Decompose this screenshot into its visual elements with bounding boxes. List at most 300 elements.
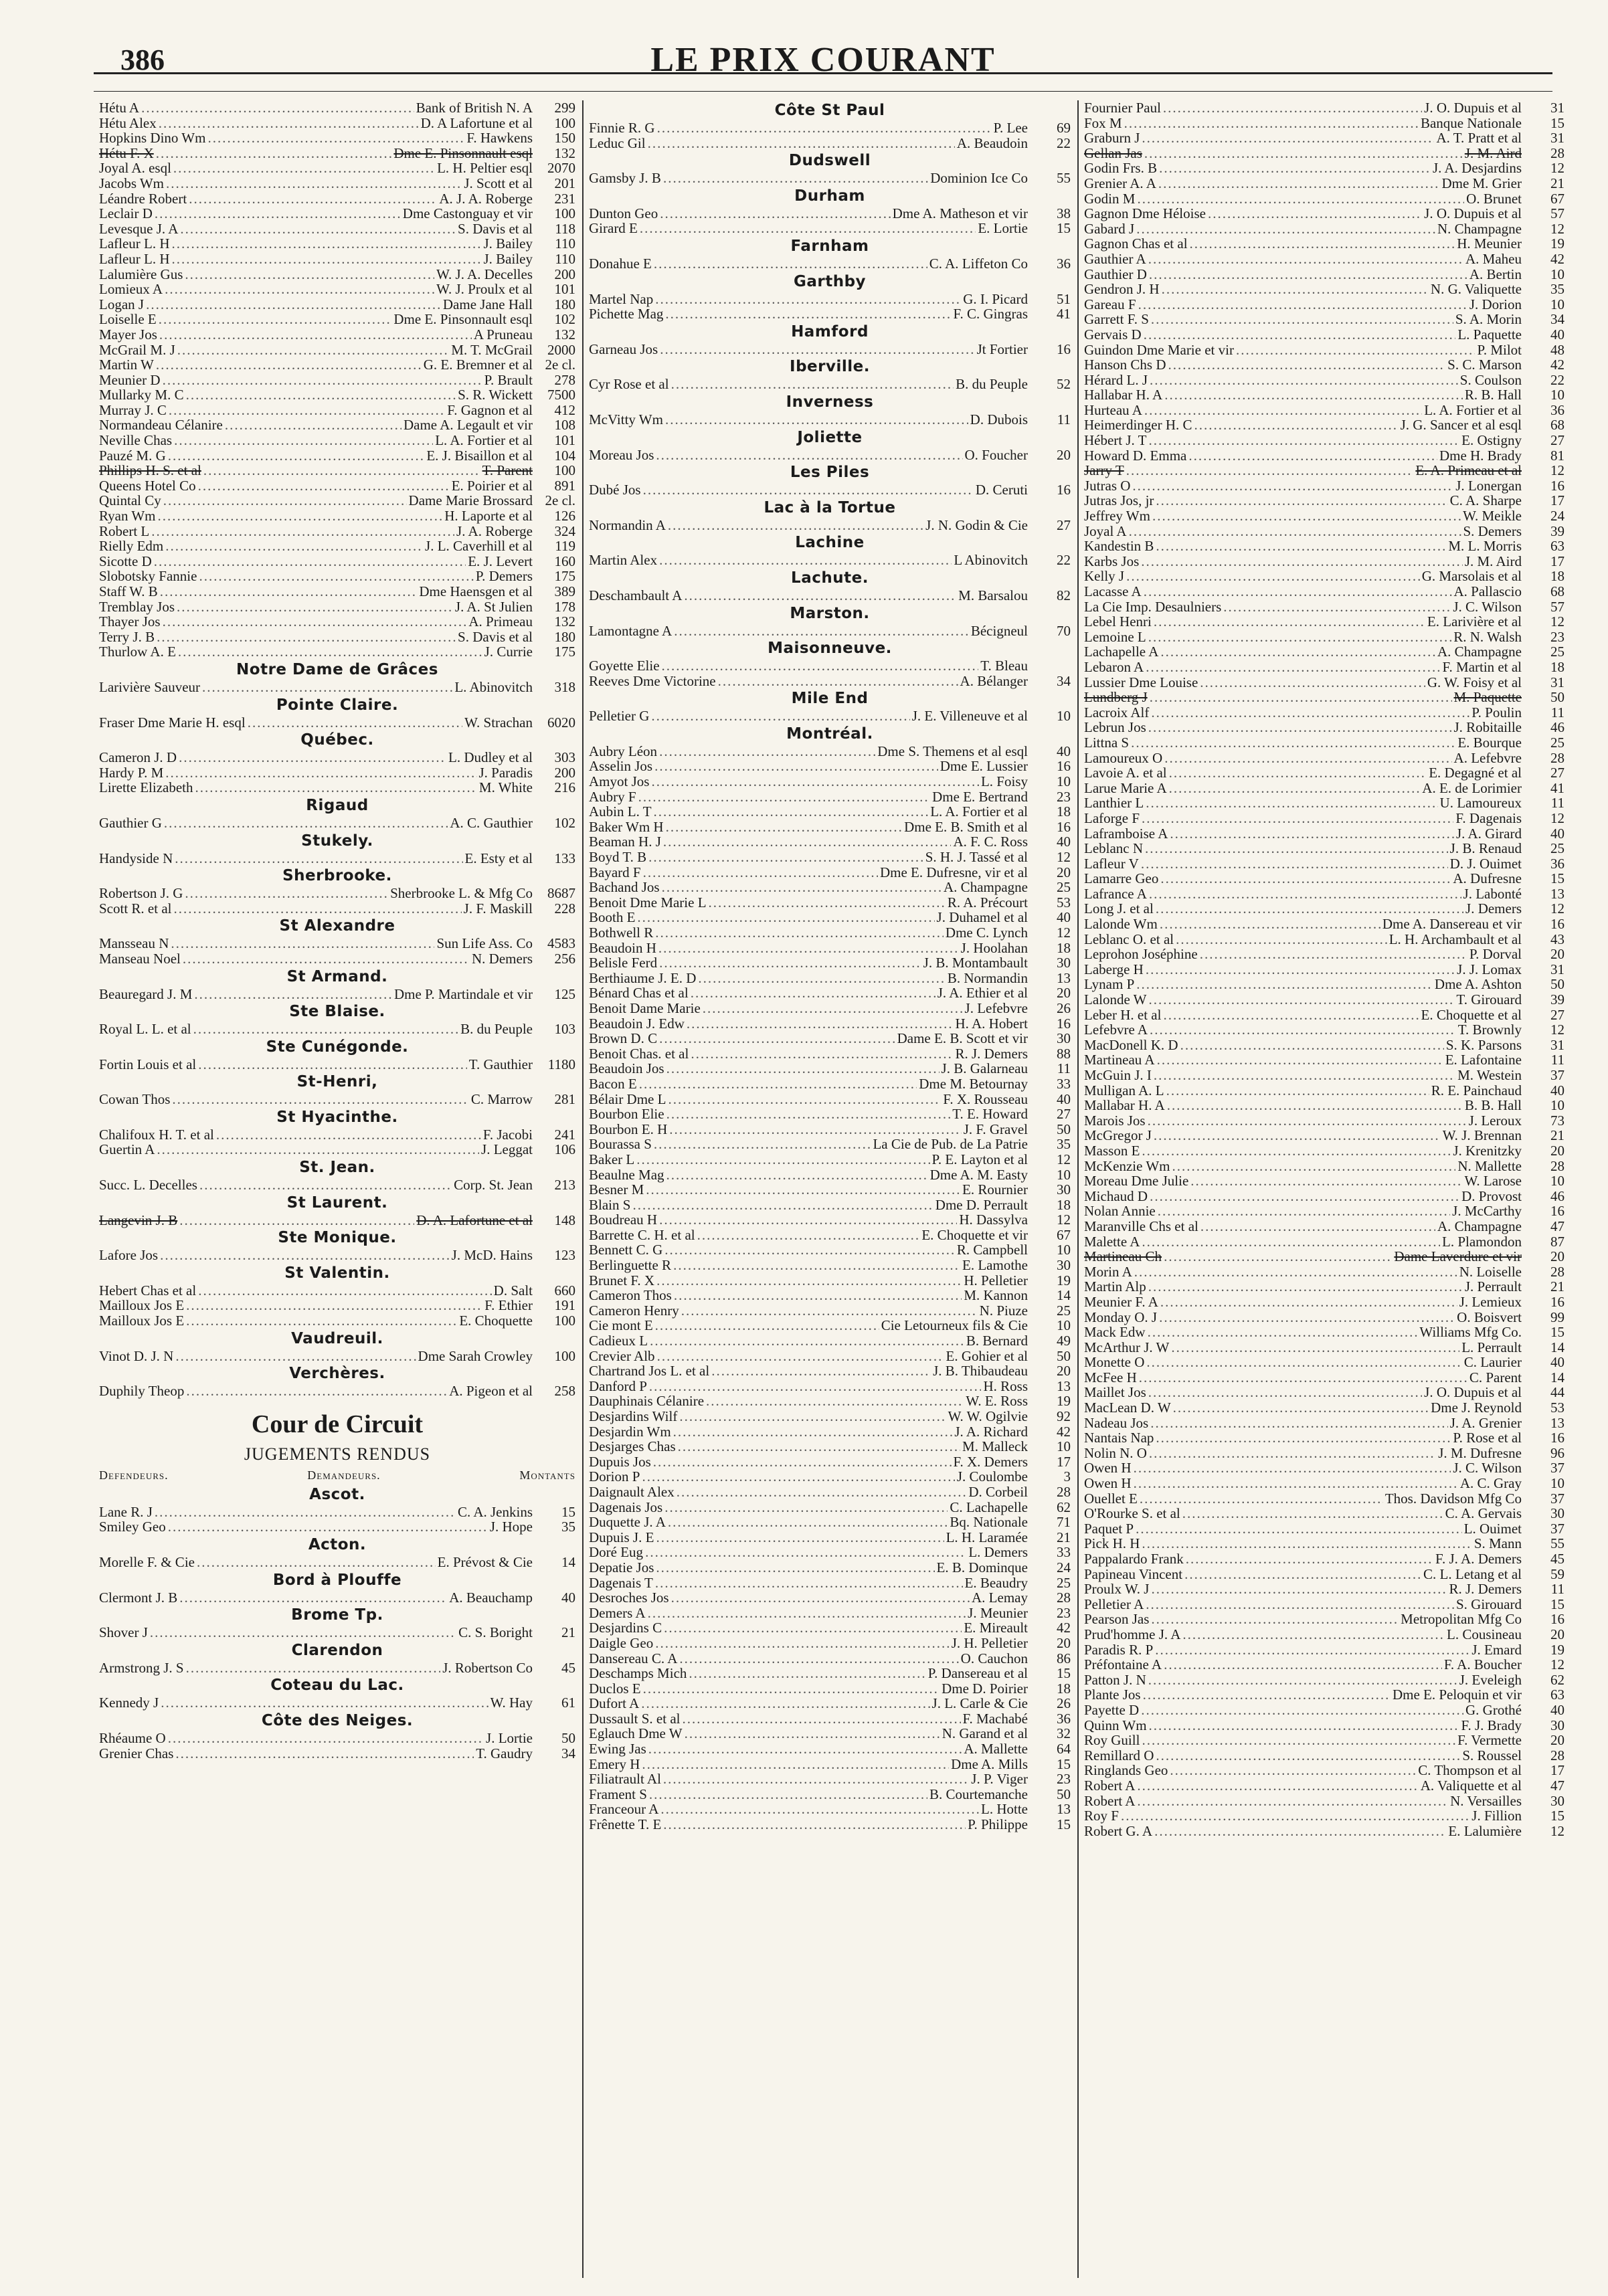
judgment-entry <box>1084 962 1565 977</box>
leader-dots <box>659 1212 957 1228</box>
judgment-entry <box>1084 1521 1565 1537</box>
amount: 110 <box>555 235 575 252</box>
defendant-name: Pelletier A <box>1084 1596 1144 1612</box>
leader-dots <box>1160 917 1380 932</box>
defendant-name: Normandeau Célanire <box>99 417 223 434</box>
amount: 2070 <box>547 160 575 177</box>
defendant-name: Beaudoin H <box>589 939 656 956</box>
defendant-name: Bourassa S <box>589 1136 652 1153</box>
plaintiff-name: J. Robertson Co <box>442 1659 533 1676</box>
amount: 15 <box>1057 1665 1071 1682</box>
defendant-name: Chartrand Jos L. et al <box>589 1363 710 1379</box>
judgment-entry <box>99 750 575 765</box>
judgment-entry <box>589 1092 1071 1107</box>
leader-dots <box>653 1454 952 1470</box>
judgment-entry <box>99 1695 575 1711</box>
leader-dots <box>659 955 921 971</box>
leader-dots <box>671 1590 970 1606</box>
judgment-entry <box>99 206 575 221</box>
defendant-name: Thurlow A. E <box>99 644 176 660</box>
judgment-entry <box>1084 660 1565 675</box>
amount: 22 <box>1057 134 1071 151</box>
defendant-name: Quintal Cy <box>99 492 161 509</box>
plaintiff-name: J. Duhamel et al <box>936 909 1028 926</box>
judgment-entry <box>589 804 1071 820</box>
locality-heading: Lachine <box>795 534 865 552</box>
plaintiff-name: N. Garand et al <box>942 1725 1028 1742</box>
judgment-entry <box>1084 1642 1565 1658</box>
amount: 16 <box>1057 758 1071 775</box>
defendant-name: Bennett C. G <box>589 1242 663 1258</box>
judgment-entry <box>99 524 575 539</box>
plaintiff-name: A. E. de Lorimier <box>1422 779 1522 796</box>
plaintiff-name: S. Davis et al <box>458 220 533 237</box>
leader-dots <box>1184 1567 1421 1582</box>
plaintiff-name: B. Normandin <box>947 969 1028 986</box>
judgment-entry <box>1084 252 1565 267</box>
plaintiff-name: Dme H. Brady <box>1439 447 1522 464</box>
leader-dots <box>691 1046 953 1062</box>
defendant-name: Hanson Chs D <box>1084 357 1166 373</box>
plaintiff-name: L Abinovitch <box>954 552 1028 569</box>
plaintiff-name: J. Paradis <box>478 764 533 781</box>
judgment-entry <box>99 403 575 418</box>
amount: 96 <box>1550 1444 1565 1461</box>
amount: 15 <box>1550 1596 1565 1612</box>
judgment-entry <box>589 1666 1071 1681</box>
judgment-entry <box>99 1383 575 1399</box>
leader-dots <box>1182 1627 1445 1642</box>
amount: 100 <box>554 1313 575 1329</box>
defendant-name: Benoit Dme Marie L <box>589 894 707 911</box>
amount: 16 <box>1550 1293 1565 1310</box>
plaintiff-name: L. Abinovitch <box>454 678 533 695</box>
leader-dots <box>669 1122 961 1137</box>
plaintiff-name: F. Jacobi <box>482 1126 533 1143</box>
leader-dots <box>1136 977 1433 992</box>
defendant-name: Lachapelle A <box>1084 644 1159 660</box>
amount: 31 <box>1550 961 1565 977</box>
plaintiff-name: J. Coulombe <box>956 1468 1028 1485</box>
leader-dots <box>691 985 935 1001</box>
leader-dots <box>660 206 890 221</box>
defendant-name: Filiatrault Al <box>589 1771 661 1788</box>
judgment-entry <box>99 584 575 599</box>
defendant-name: Guindon Dme Marie et vir <box>1084 341 1234 358</box>
judgment-entry <box>99 1746 575 1761</box>
defendant-name: Payette D <box>1084 1701 1140 1718</box>
leader-dots <box>668 518 923 533</box>
amount: 10 <box>1057 1438 1071 1455</box>
defendant-name: Lebel Henri <box>1084 613 1152 630</box>
locality-heading: Rigaud <box>306 796 369 814</box>
locality-heading: Lac à la Tortue <box>764 498 896 516</box>
defendant-name: Boudreau H <box>589 1212 658 1228</box>
leader-dots <box>197 1555 436 1570</box>
plaintiff-name: J. C. Wilson <box>1453 1460 1522 1476</box>
plaintiff-name: W. Larose <box>1464 1173 1522 1189</box>
plaintiff-name: P. Philippe <box>968 1816 1028 1833</box>
defendant-name: Maillet Jos <box>1084 1384 1146 1401</box>
plaintiff-name: A. Beauchamp <box>449 1589 533 1606</box>
plaintiff-name: J. E. Villeneuve et al <box>911 708 1028 725</box>
leader-dots <box>1170 1763 1416 1778</box>
defendant-name: Desroches Jos <box>589 1590 669 1606</box>
judgment-entry <box>589 1726 1071 1741</box>
leader-dots <box>1129 524 1461 539</box>
leader-dots <box>711 1363 931 1379</box>
defendant-name: Hébert J. T <box>1084 432 1147 449</box>
judgment-entry <box>1084 1234 1565 1250</box>
amount: 87 <box>1550 1233 1565 1250</box>
defendant-name: Dubé Jos <box>589 482 641 498</box>
judgment-entry <box>1084 1264 1565 1280</box>
leader-dots <box>1149 433 1460 448</box>
page-number: 386 <box>120 43 165 76</box>
plaintiff-name: O. Brunet <box>1466 190 1522 207</box>
amount: 31 <box>1550 1036 1565 1053</box>
judgment-entry <box>1084 1657 1565 1672</box>
amount: 13 <box>1057 1377 1071 1394</box>
judgment-entry <box>589 377 1071 392</box>
leader-dots <box>1194 417 1399 433</box>
plaintiff-name: E. Degagné et al <box>1429 765 1522 781</box>
defendant-name: Robert G. A <box>1084 1822 1153 1839</box>
amount: 34 <box>1057 672 1071 689</box>
plaintiff-name: Dme Castonguay et vir <box>402 205 533 222</box>
leader-dots <box>178 644 482 660</box>
defendant-name: Desjarges Chas <box>589 1438 676 1455</box>
defendant-name: Pearson Jas <box>1084 1611 1150 1628</box>
leader-dots <box>189 191 437 207</box>
plaintiff-name: J. Perrault <box>1464 1278 1522 1295</box>
leader-dots <box>175 1746 474 1761</box>
defendant-name: Dussault S. et al <box>589 1710 681 1727</box>
judgment-entry <box>589 136 1071 151</box>
leader-dots <box>1190 236 1455 252</box>
defendant-name: Nantais Nap <box>1084 1430 1154 1446</box>
plaintiff-name: J. M. Aird <box>1464 553 1522 569</box>
defendant-name: Léandre Robert <box>99 190 187 207</box>
plaintiff-name: J. Bailey <box>483 235 533 252</box>
plaintiff-name: P. E. Layton et al <box>931 1151 1028 1167</box>
leader-dots <box>656 1530 944 1545</box>
amount: 11 <box>1550 1581 1565 1598</box>
plaintiff-name: Dme M. Grier <box>1441 175 1522 191</box>
defendant-name: Benoit Chas. et al <box>589 1045 689 1062</box>
plaintiff-name: E. Gohier et al <box>946 1347 1028 1364</box>
defendant-name: Ringlands Geo <box>1084 1762 1168 1779</box>
plaintiff-name: J. J. Lomax <box>1457 961 1522 977</box>
judgment-entry <box>589 744 1071 759</box>
plaintiff-name: J. Currie <box>484 644 533 660</box>
plaintiff-name: A. Bertin <box>1469 266 1522 282</box>
plaintiff-name: J. H. Pelletier <box>951 1634 1028 1651</box>
judgment-entry <box>99 236 575 252</box>
plaintiff-name: E. Rournier <box>962 1181 1028 1198</box>
defendant-name: Cameron Henry <box>589 1302 679 1319</box>
judgment-entry <box>589 1107 1071 1122</box>
judgment-entry <box>589 1046 1071 1062</box>
amount: 28 <box>1550 749 1565 766</box>
defendant-name: Maranville Chs et al <box>1084 1218 1198 1234</box>
judgment-entry <box>589 1318 1071 1333</box>
amount: 34 <box>1550 311 1565 328</box>
judgment-entry <box>99 463 575 478</box>
leader-dots <box>1172 1159 1455 1174</box>
plaintiff-name: J. Leroux <box>1468 1112 1522 1129</box>
judgment-entry <box>589 985 1071 1001</box>
judgment-entry <box>99 644 575 660</box>
judgment-entry <box>589 1167 1071 1183</box>
amount: 10 <box>1550 387 1565 403</box>
defendant-name: McGrail M. J <box>99 341 175 358</box>
amount: 160 <box>554 553 575 569</box>
amount: 14 <box>1057 1287 1071 1304</box>
plaintiff-name: J. B. Galarneau <box>941 1060 1028 1077</box>
amount: 86 <box>1057 1650 1071 1666</box>
plaintiff-name: J. M. Dufresne <box>1438 1444 1522 1461</box>
judgment-entry <box>1084 191 1565 207</box>
amount: 15 <box>1550 870 1565 887</box>
locality-heading: Farnham <box>790 237 869 255</box>
leader-dots <box>1134 1264 1457 1280</box>
plaintiff-name: A. Mallette <box>964 1741 1028 1757</box>
amount: 20 <box>1057 1363 1071 1379</box>
plaintiff-name: F. Hawkens <box>466 130 533 147</box>
leader-dots <box>1190 1173 1462 1189</box>
defendant-name: Leber H. et al <box>1084 1006 1162 1023</box>
amounts-header: Montants <box>519 1468 575 1482</box>
judgment-entry <box>1084 146 1565 161</box>
leader-dots <box>1149 1718 1459 1733</box>
plaintiff-name: A. Pigeon et al <box>449 1383 533 1400</box>
defendant-name: Monette O <box>1084 1354 1145 1371</box>
leader-dots <box>1169 781 1421 796</box>
defendant-name: Gauthier A <box>1084 250 1146 267</box>
amount: 12 <box>1550 809 1565 826</box>
judgment-entry <box>1084 1325 1565 1340</box>
defendant-name: Larivière Sauveur <box>99 678 201 695</box>
leader-dots <box>163 493 407 508</box>
plaintiff-name: A. J. A. Roberge <box>439 190 533 207</box>
locality-heading: Maisonneuve. <box>768 640 892 658</box>
leader-dots <box>673 1258 960 1273</box>
defendant-name: Baker L <box>589 1151 635 1167</box>
amount: 52 <box>1057 376 1071 393</box>
judgment-entry <box>99 327 575 343</box>
leader-dots <box>1151 705 1469 721</box>
leader-dots <box>666 820 903 835</box>
leader-dots <box>1146 660 1440 675</box>
leader-dots <box>174 433 433 448</box>
plaintiff-name: Dominion Ice Co <box>930 170 1028 187</box>
amount: 61 <box>561 1695 575 1711</box>
amount: 27 <box>1057 516 1071 533</box>
amount: 118 <box>555 220 575 237</box>
plaintiff-name: Corp. St. Jean <box>454 1177 533 1193</box>
plaintiff-name: J. G. Sancer et al esql <box>1400 417 1522 434</box>
leader-dots <box>1160 1295 1457 1310</box>
amount: 180 <box>554 628 575 645</box>
judgment-entry <box>1084 1204 1565 1219</box>
amount: 38 <box>1057 205 1071 221</box>
plaintiff-name: D. Ceruti <box>975 482 1028 498</box>
judgment-entry <box>1084 1763 1565 1778</box>
defendant-name: Duclos E <box>589 1680 641 1697</box>
amount: 241 <box>554 1126 575 1143</box>
plaintiff-name: J. Krenitzky <box>1453 1142 1522 1159</box>
leader-dots <box>674 1288 962 1303</box>
leader-dots <box>684 588 956 603</box>
plaintiff-name: M. Paquette <box>1453 689 1522 706</box>
plaintiff-name: C. Parent <box>1469 1369 1522 1385</box>
amount: 50 <box>1550 976 1565 993</box>
amount: 11 <box>1550 795 1565 811</box>
plaintiff-name: E. Larivière et al <box>1427 613 1522 630</box>
judgment-entry <box>589 1122 1071 1137</box>
amount: 100 <box>554 114 575 131</box>
defendant-name: Booth E <box>589 909 636 926</box>
leader-dots <box>156 357 422 373</box>
judgment-entry <box>99 493 575 508</box>
amount: 14 <box>1550 1369 1565 1385</box>
defendant-name: Lebaron A <box>1084 658 1144 675</box>
amount: 63 <box>1550 538 1565 555</box>
defendant-name: Lebrun Jos <box>1084 719 1146 736</box>
plaintiff-name: J. Lefebvre <box>964 999 1028 1016</box>
plaintiff-name: Dame Marie Brossard <box>408 492 533 509</box>
defendant-name: Dorion P <box>589 1468 640 1485</box>
judgment-entry <box>589 941 1071 956</box>
defendant-name: Lalonde Wm <box>1084 916 1158 933</box>
leader-dots <box>1200 947 1467 962</box>
amount: 18 <box>1550 658 1565 675</box>
defendant-name: Slobotsky Fannie <box>99 568 197 585</box>
amount: 318 <box>554 678 575 695</box>
plaintiff-name: S. Roussel <box>1462 1747 1522 1763</box>
amount: 50 <box>1550 689 1565 706</box>
judgment-entry <box>589 1394 1071 1409</box>
plaintiff-name: L. Dudley et al <box>448 749 533 766</box>
leader-dots <box>1148 1279 1463 1295</box>
judgment-entry <box>589 171 1071 186</box>
judgment-entry <box>589 1651 1071 1666</box>
plaintiff-name: L. H. Laramée <box>946 1529 1028 1545</box>
leader-dots <box>1137 191 1464 207</box>
leader-dots <box>1162 282 1429 297</box>
defendant-name: Crevier Alb <box>589 1347 655 1364</box>
amount: 19 <box>1550 1641 1565 1658</box>
amount: 18 <box>1057 939 1071 956</box>
defendant-name: Bourbon Elie <box>589 1106 664 1123</box>
defendant-name: Gervais D <box>1084 326 1142 343</box>
amount: 303 <box>554 749 575 766</box>
plaintiff-name: F. A. Boucher <box>1443 1656 1522 1673</box>
plaintiff-name: Dame A. Legault et vir <box>403 417 533 434</box>
leader-dots <box>1137 1794 1448 1809</box>
plaintiff-name: T. E. Howard <box>952 1106 1028 1123</box>
leader-dots <box>1152 508 1461 524</box>
judgment-entry <box>99 951 575 967</box>
defendant-name: Martineau Ch <box>1084 1248 1162 1265</box>
amount: 33 <box>1057 1075 1071 1092</box>
amount: 47 <box>1550 1218 1565 1234</box>
plaintiff-name: M. Malleck <box>962 1438 1028 1455</box>
defendant-name: Préfontaine A <box>1084 1656 1162 1673</box>
plaintiff-name: Thos. Davidson Mfg Co <box>1384 1490 1522 1507</box>
judgment-entry <box>1084 236 1565 252</box>
amount: 201 <box>554 175 575 191</box>
amount: 213 <box>554 1177 575 1193</box>
plaintiff-name: R. B. Hall <box>1464 387 1522 403</box>
defendant-name: Duquette J. A <box>589 1514 666 1531</box>
plaintiff-name: E. A. Primeau et al <box>1415 462 1522 479</box>
plaintiff-name: W. Meikle <box>1463 508 1522 524</box>
plaintiff-name: F. Martin et al <box>1442 658 1522 675</box>
leader-dots <box>1148 252 1463 267</box>
leader-dots <box>1166 1083 1429 1098</box>
leader-dots <box>665 306 951 322</box>
judgment-entry <box>99 357 575 373</box>
defendant-name: Martin Alp <box>1084 1278 1146 1295</box>
plaintiff-name: S. Mann <box>1473 1535 1522 1552</box>
leader-dots <box>179 1590 447 1606</box>
plaintiff-name: E. Lafontaine <box>1445 1052 1522 1068</box>
judgment-entry <box>99 539 575 554</box>
judgment-entry <box>1084 871 1565 886</box>
leader-dots <box>1236 343 1476 358</box>
defendant-name: Gagnon Chas et al <box>1084 235 1188 252</box>
leader-dots <box>198 1057 467 1072</box>
defendant-name: McGregor J <box>1084 1127 1152 1144</box>
amount: 99 <box>1550 1309 1565 1325</box>
judgment-entry <box>99 715 575 731</box>
leader-dots <box>1141 1703 1463 1718</box>
amount: 16 <box>1550 477 1565 494</box>
plaintiff-name: J. Meunier <box>968 1604 1028 1621</box>
plaintiff-name: W. Strachan <box>464 714 533 731</box>
defendant-name: Leclair D <box>99 205 153 222</box>
amount: 30 <box>1550 1505 1565 1522</box>
amount: 125 <box>554 985 575 1002</box>
judgment-entry <box>99 448 575 464</box>
judgment-entry <box>99 1625 575 1640</box>
plaintiff-name: E. Esty et al <box>464 850 533 866</box>
judgment-entry <box>589 1772 1071 1787</box>
judgment-entry <box>99 1505 575 1520</box>
leader-dots <box>678 1439 960 1454</box>
amount: 20 <box>1057 1634 1071 1651</box>
plaintiff-name: L. Foisy <box>980 773 1028 790</box>
leader-dots <box>151 524 454 539</box>
defendant-name: Dunton Geo <box>589 205 658 221</box>
amount: 40 <box>1550 1701 1565 1718</box>
judgment-entry <box>99 267 575 282</box>
plaintiff-name: A. Primeau <box>468 613 533 630</box>
plaintiff-name: A. Dufresne <box>1453 870 1522 887</box>
leader-dots <box>1142 130 1434 146</box>
leader-dots <box>183 951 470 967</box>
leader-dots <box>186 387 456 403</box>
amount: 48 <box>1550 341 1565 358</box>
defendant-name: MacDonell K. D <box>1084 1036 1178 1053</box>
defendant-name: Demers A <box>589 1604 646 1621</box>
leader-dots <box>1149 992 1455 1008</box>
defendant-name: Gellan Jas <box>1084 145 1142 161</box>
plaintiff-name: Dme S. Themens et al esql <box>877 743 1028 759</box>
plaintiff-name: E. Choquette et vir <box>921 1226 1028 1243</box>
